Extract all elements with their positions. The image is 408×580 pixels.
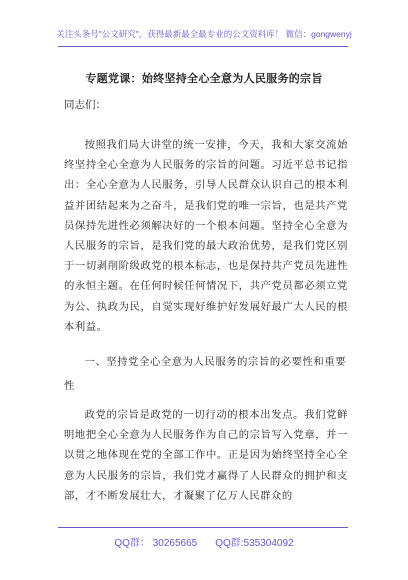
header-note: 关注头条号"公文研究"，获得最新最全最专业的公文资料库！ 微信：gongwenyj <box>56 29 352 39</box>
document-title: 专题党课：始终坚持全心全意为人民服务的宗旨 <box>85 72 323 85</box>
header-divider <box>58 46 348 47</box>
footer-divider <box>58 527 348 528</box>
salutation: 同志们： <box>64 99 106 111</box>
paragraph-intro: 按照我们局大讲堂的统一安排，今天，我和大家交流始终坚持全心全意为人民服务的宗旨的问题。习近平总书记指出：全心全意为人民服务，引导人民群众认识自己的根本利益并团结起来为之奋斗，是我们党的唯一宗旨，也是共产党员保持先进性必须解决好的一个根本问题。坚持全心全意为人民服务的宗旨，是我们党的最大政治优势，是我们党区别于一切剥削阶级政党的根本标志，也是保持共产党员先进性的永恒主题。在任何时候任何情况下，共产党员都必须立党为公、执政为民，自觉实现好维护好发展好最广大人民的根本利益。 <box>64 139 348 333</box>
footer-qq-group-1: QQ群： 30265665 <box>114 538 198 549</box>
footer <box>0 534 408 549</box>
paragraph-section-1: 政党的宗旨是政党的一切行动的根本出发点。我们党鲜明地把全心全意为人民服务作为自己的宗旨写入党章，并一以贯之地体现在党的全部工作中。正是因为始终坚持全心全意为人民服务的宗旨，我们党才赢得了人民群众的拥护和支部，才不断发展壮大，才凝聚了亿万人民群众的 <box>64 409 348 502</box>
footer-qq-group-2: QQ群:535304092 <box>215 538 294 549</box>
section-heading: 一、坚持党全心全意为人民服务的宗旨的必要性和重要性 <box>64 356 347 392</box>
